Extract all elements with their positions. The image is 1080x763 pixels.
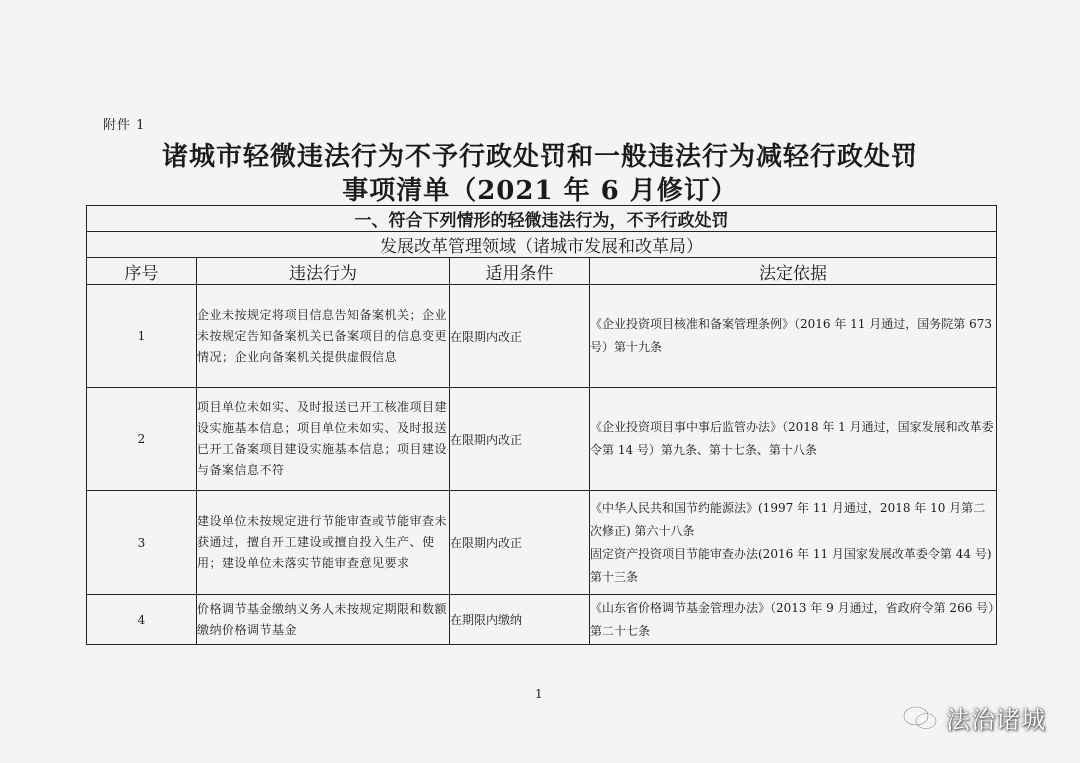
- legal-basis-line: 固定资产投资项目节能审查办法(2016 年 11 月国家发展改革委令第 44 号) 第十三条: [590, 546, 992, 584]
- legal-basis: [590, 388, 997, 491]
- penalty-list-table: [86, 205, 997, 645]
- legal-basis-line: 《企业投资项目事中事后监管办法》（2018 年 1 月通过，国家发展和改革委令第 14 号）第九条、第十七条、第十八条: [590, 420, 994, 457]
- legal-basis: [590, 595, 997, 645]
- wechat-icon: [902, 705, 938, 731]
- watermark: [902, 700, 1046, 735]
- legal-basis-line: 《山东省价格调节基金管理办法》（2013 年 9 月通过，省政府令第 266 号）第二十七条: [590, 600, 995, 638]
- row-index: 1: [87, 285, 197, 388]
- row-index: 4: [87, 595, 197, 645]
- violation-act: 建设单位未按规定进行节能审查或节能审查未获通过，擅自开工建设或擅自投入生产、使用；建设单位未落实节能审查意见要求: [197, 491, 450, 595]
- attachment-label: 附件 1: [103, 118, 146, 133]
- violation-act: 企业未按规定将项目信息告知备案机关；企业未按规定告知备案机关已备案项目的信息变更情况；企业向备案机关提供虚假信息: [197, 285, 450, 388]
- column-header-act: 违法行为: [197, 258, 450, 285]
- table-row: [87, 285, 997, 388]
- legal-basis-line: 《企业投资项目核准和备案管理条例》（2016 年 11 月通过，国务院第 673 号）第十九条: [590, 317, 992, 354]
- page-number: 1: [535, 687, 543, 701]
- row-index: 3: [87, 491, 197, 595]
- applicable-condition: 在期限内缴纳: [450, 595, 590, 645]
- violation-act: 价格调节基金缴纳义务人未按规定期限和数额缴纳价格调节基金: [197, 595, 450, 645]
- table-row: [87, 388, 997, 491]
- column-header-condition: 适用条件: [450, 258, 590, 285]
- row-index: 2: [87, 388, 197, 491]
- applicable-condition: 在限期内改正: [450, 491, 590, 595]
- legal-basis: [590, 491, 997, 595]
- applicable-condition: 在限期内改正: [450, 388, 590, 491]
- section-heading: 一、符合下列情形的轻微违法行为，不予行政处罚: [87, 206, 997, 232]
- domain-heading: 发展改革管理领域（诸城市发展和改革局）: [87, 232, 997, 258]
- legal-basis-line: 《中华人民共和国节约能源法》(1997 年 11 月通过，2018 年 10 月第二次修正) 第六十八条: [590, 500, 986, 538]
- applicable-condition: 在限期内改正: [450, 285, 590, 388]
- violation-act: 项目单位未如实、及时报送已开工核准项目建设实施基本信息；项目单位未如实、及时报送已开工备案项目建设实施基本信息；项目建设与备案信息不符: [197, 388, 450, 491]
- document-title-line2: 事项清单（2021 年 6 月修订）: [342, 176, 738, 206]
- table-row: [87, 595, 997, 645]
- watermark-text: 法治诸城: [946, 706, 1046, 734]
- column-header-basis: 法定依据: [590, 258, 997, 285]
- document-title-line1: 诸城市轻微违法行为不予行政处罚和一般违法行为减轻行政处罚: [161, 142, 918, 172]
- column-header-index: 序号: [87, 258, 197, 285]
- legal-basis: [590, 285, 997, 388]
- table-row: [87, 491, 997, 595]
